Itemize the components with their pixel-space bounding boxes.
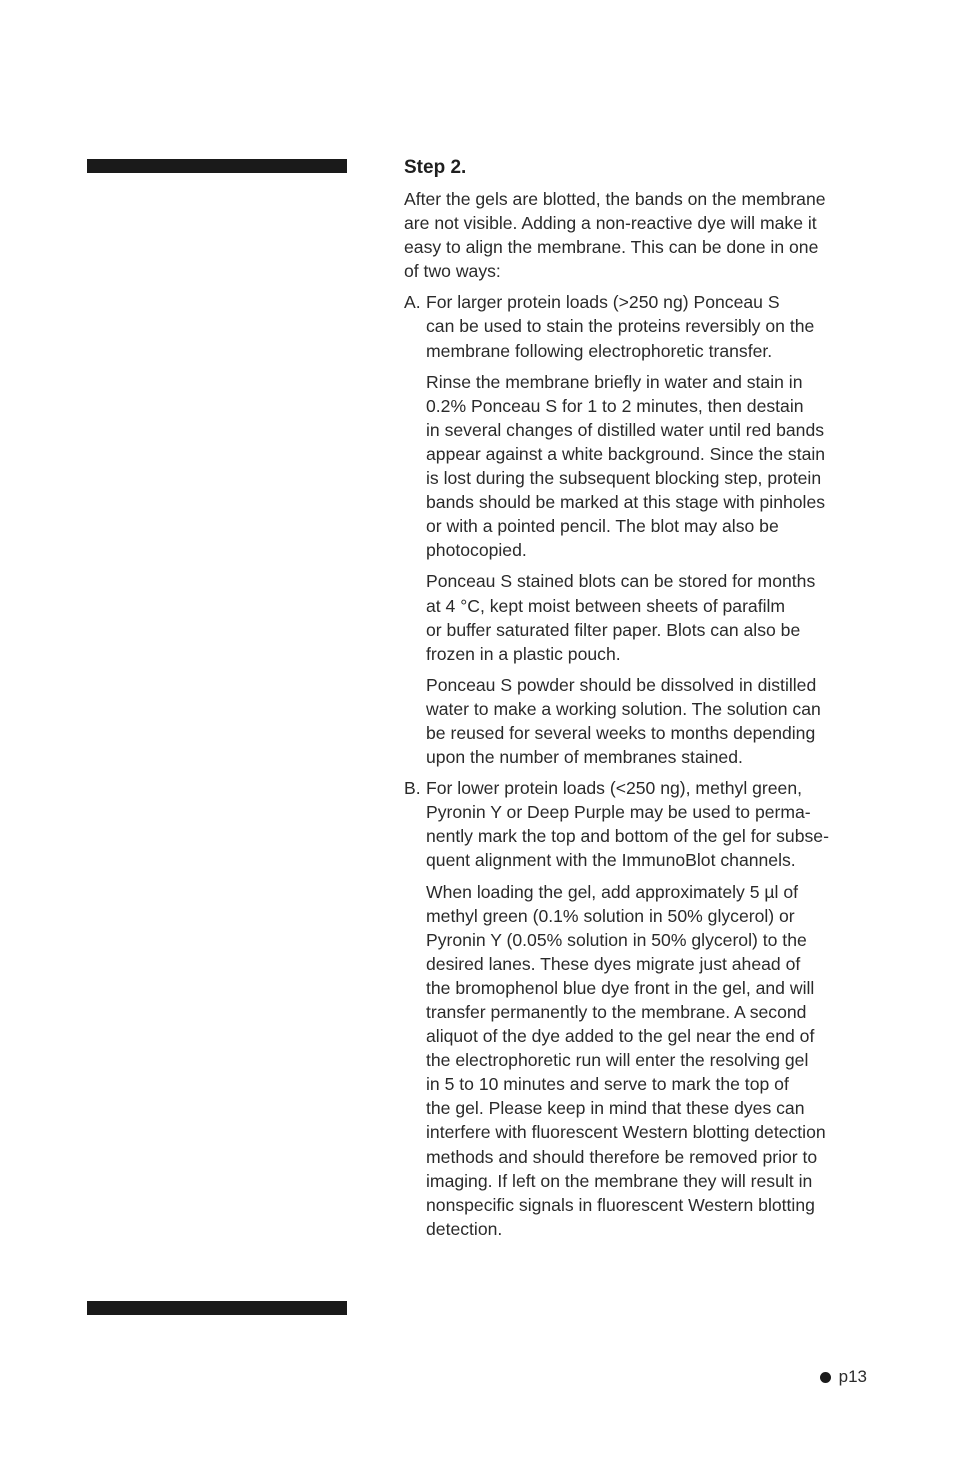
page-number-label: p13 [838,1367,867,1386]
page-number [820,1366,867,1388]
item-b-paragraph-1: For lower protein loads (<250 ng), methyl green, Pyronin Y or Deep Purple may be used to perma- nently mark the top and bottom of the gel for subse- quent alignment with the ImmunoBlot channels. [426,778,829,871]
bottom-decorative-rule [87,1301,347,1315]
list-item-a [404,290,874,769]
item-b-paragraph-2: When loading the gel, add approximately 5 µl of methyl green (0.1% solution in 50% glycerol) or Pyronin Y (0.05% solution in 50% glycerol) to the desired lanes. These dyes migrate just ahead of the bromophenol blue dye front in the gel, and will transfer permanently to the membrane. A second aliquot of the dye added to the gel near the end of the electrophoretic run will enter the resolving gel in 5 to 10 minutes and serve to mark the top of the gel. Please keep in mind that these dyes can interfere with fluorescent Western blotting detection methods and should therefore be removed prior to imaging. If left on the membrane they will result in nonspecific signals in fluorescent Western blotting detection. [426,881,826,1239]
step-heading: Step 2. [404,157,467,178]
list-item-letter: B. [404,778,421,799]
item-a-paragraph-3: Ponceau S stained blots can be stored for months at 4 °C, kept moist between sheets of parafilm or buffer saturated filter paper. Blots can also be frozen in a plastic pouch. [426,571,816,664]
bullet-dot-icon [820,1372,831,1383]
list-item-letter: A. [404,292,421,313]
item-a-paragraph-4: Ponceau S powder should be dissolved in distilled water to make a working solution. The solution can be reused for several weeks to months depending upon the number of membranes stained. [426,674,821,768]
intro-paragraph: After the gels are blotted, the bands on the membrane are not visible. Adding a non-reactive dye will make it easy to align the membrane. This can be done in one of two ways: [404,189,826,282]
list-item-body [426,290,825,769]
top-decorative-rule [87,159,347,173]
list-item-b [404,776,874,1241]
item-a-paragraph-2: Rinse the membrane briefly in water and stain in 0.2% Ponceau S for 1 to 2 minutes, then destain in several changes of distilled water until red bands appear against a white background. Since the stain is lost during the subsequent blocking step, protein bands should be marked at this stage with pinholes or with a pointed pencil. The blot may also be photocopied. [426,371,826,561]
item-a-paragraph-1: For larger protein loads (>250 ng) Ponceau S can be used to stain the proteins reversibly on the membrane following electrophoretic transfer. [426,292,815,361]
main-content [404,155,874,1248]
list-item-body [426,776,829,1241]
